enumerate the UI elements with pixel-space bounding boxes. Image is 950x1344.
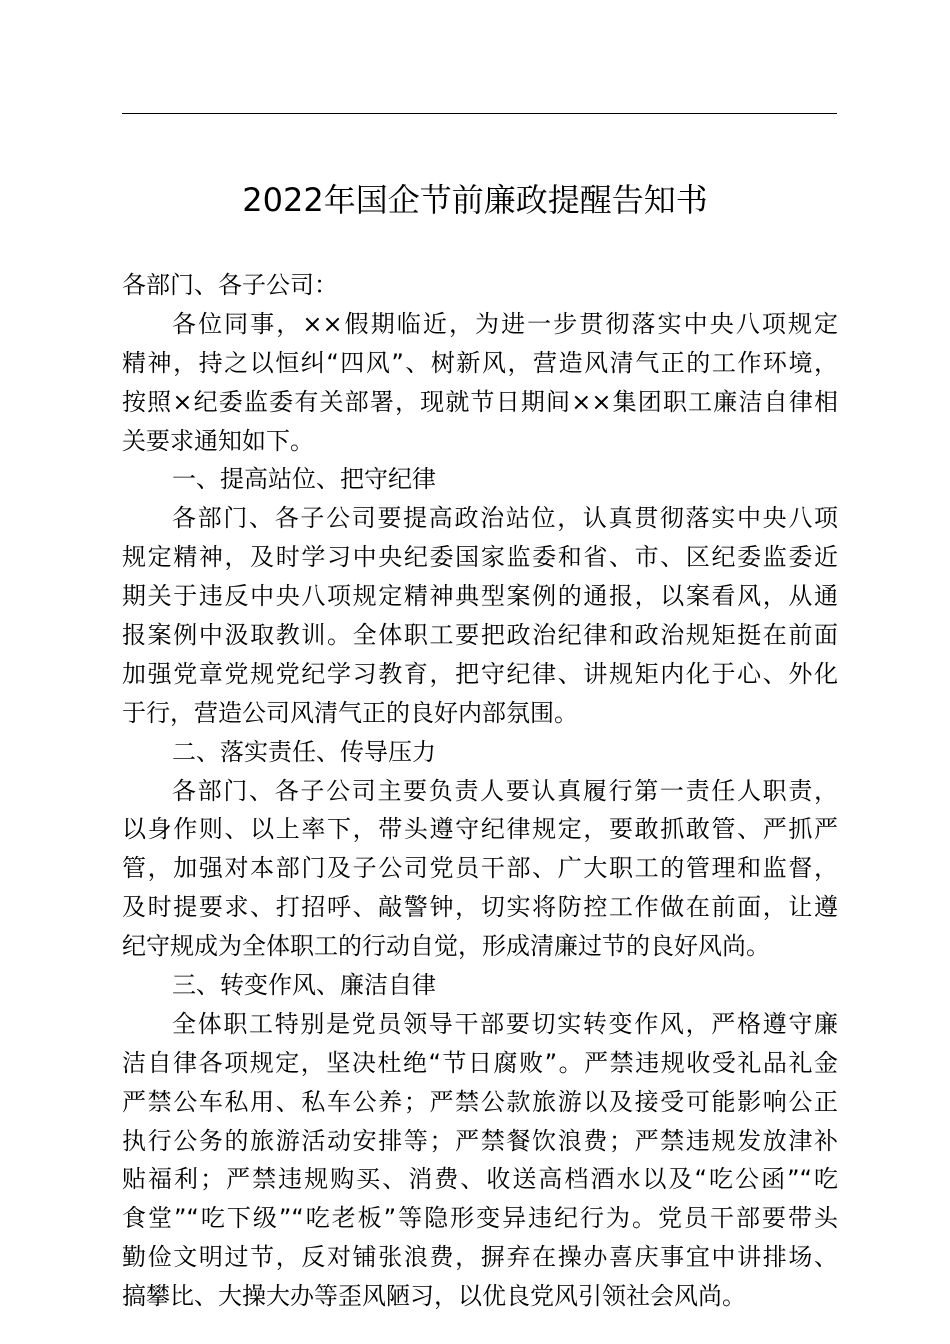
body-line: 全体职工特别是党员领导干部要切实转变作风，严格遵守廉 (172, 1009, 838, 1038)
document-body (122, 266, 838, 1316)
body-line: 搞攀比、大操大办等歪风陋习，以优良党风引领社会风尚。 (122, 1282, 746, 1311)
body-line: 二、落实责任、传导压力 (172, 737, 436, 766)
body-line: 一、提高站位、把守纪律 (172, 465, 436, 494)
body-line: 期关于违反中央八项规定精神典型案例的通报，以案看风，从通 (122, 582, 838, 611)
body-line: 规定精神，及时学习中央纪委国家监委和省、市、区纪委监委近 (122, 543, 838, 572)
body-line: 管，加强对本部门及子公司党员干部、广大职工的管理和监督， (122, 854, 838, 883)
body-line: 以身作则、以上率下，带头遵守纪律规定，要敢抓敢管、严抓严 (122, 815, 838, 844)
body-line: 报案例中汲取教训。全体职工要把政治纪律和政治规矩挺在前面 (122, 621, 838, 650)
body-line: 食堂”“吃下级”“吃老板”等隐形变异违纪行为。党员干部要带头 (122, 1204, 838, 1233)
body-line: 加强党章党规党纪学习教育，把守纪律、讲规矩内化于心、外化 (122, 659, 838, 688)
header-rule (122, 113, 837, 114)
body-line: 于行，营造公司风清气正的良好内部氛围。 (122, 698, 578, 727)
body-line: 精神，持之以恒纠“四风”、树新风，营造风清气正的工作环境， (122, 348, 838, 377)
body-line: 及时提要求、打招呼、敲警钟，切实将防控工作做在前面，让遵 (122, 893, 838, 922)
body-line: 三、转变作风、廉洁自律 (172, 971, 436, 1000)
body-line: 洁自律各项规定，坚决杜绝“节日腐败”。严禁违规收受礼品礼金 (122, 1048, 838, 1077)
body-line: 勤俭文明过节，反对铺张浪费，摒弃在操办喜庆事宜中讲排场、 (122, 1243, 838, 1272)
body-line: 各部门、各子公司要提高政治站位，认真贯彻落实中央八项 (172, 504, 838, 533)
body-lines (122, 305, 838, 1316)
salutation: 各部门、各子公司： (122, 271, 338, 299)
body-line: 按照×纪委监委有关部署，现就节日期间××集团职工廉洁自律相 (122, 387, 838, 416)
body-line: 关要求通知如下。 (122, 426, 314, 455)
body-line: 各位同事，××假期临近，为进一步贯彻落实中央八项规定 (172, 309, 838, 338)
body-line: 各部门、各子公司主要负责人要认真履行第一责任人职责， (172, 776, 838, 805)
body-line: 贴福利；严禁违规购买、消费、收送高档酒水以及“吃公函”“吃 (122, 1165, 838, 1194)
document-title: 2022年国企节前廉政提醒告知书 (242, 181, 708, 219)
body-line: 严禁公车私用、私车公养；严禁公款旅游以及接受可能影响公正 (122, 1087, 838, 1116)
body-line: 纪守规成为全体职工的行动自觉，形成清廉过节的良好风尚。 (122, 932, 770, 961)
body-line: 执行公务的旅游活动安排等；严禁餐饮浪费；严禁违规发放津补 (122, 1126, 838, 1155)
